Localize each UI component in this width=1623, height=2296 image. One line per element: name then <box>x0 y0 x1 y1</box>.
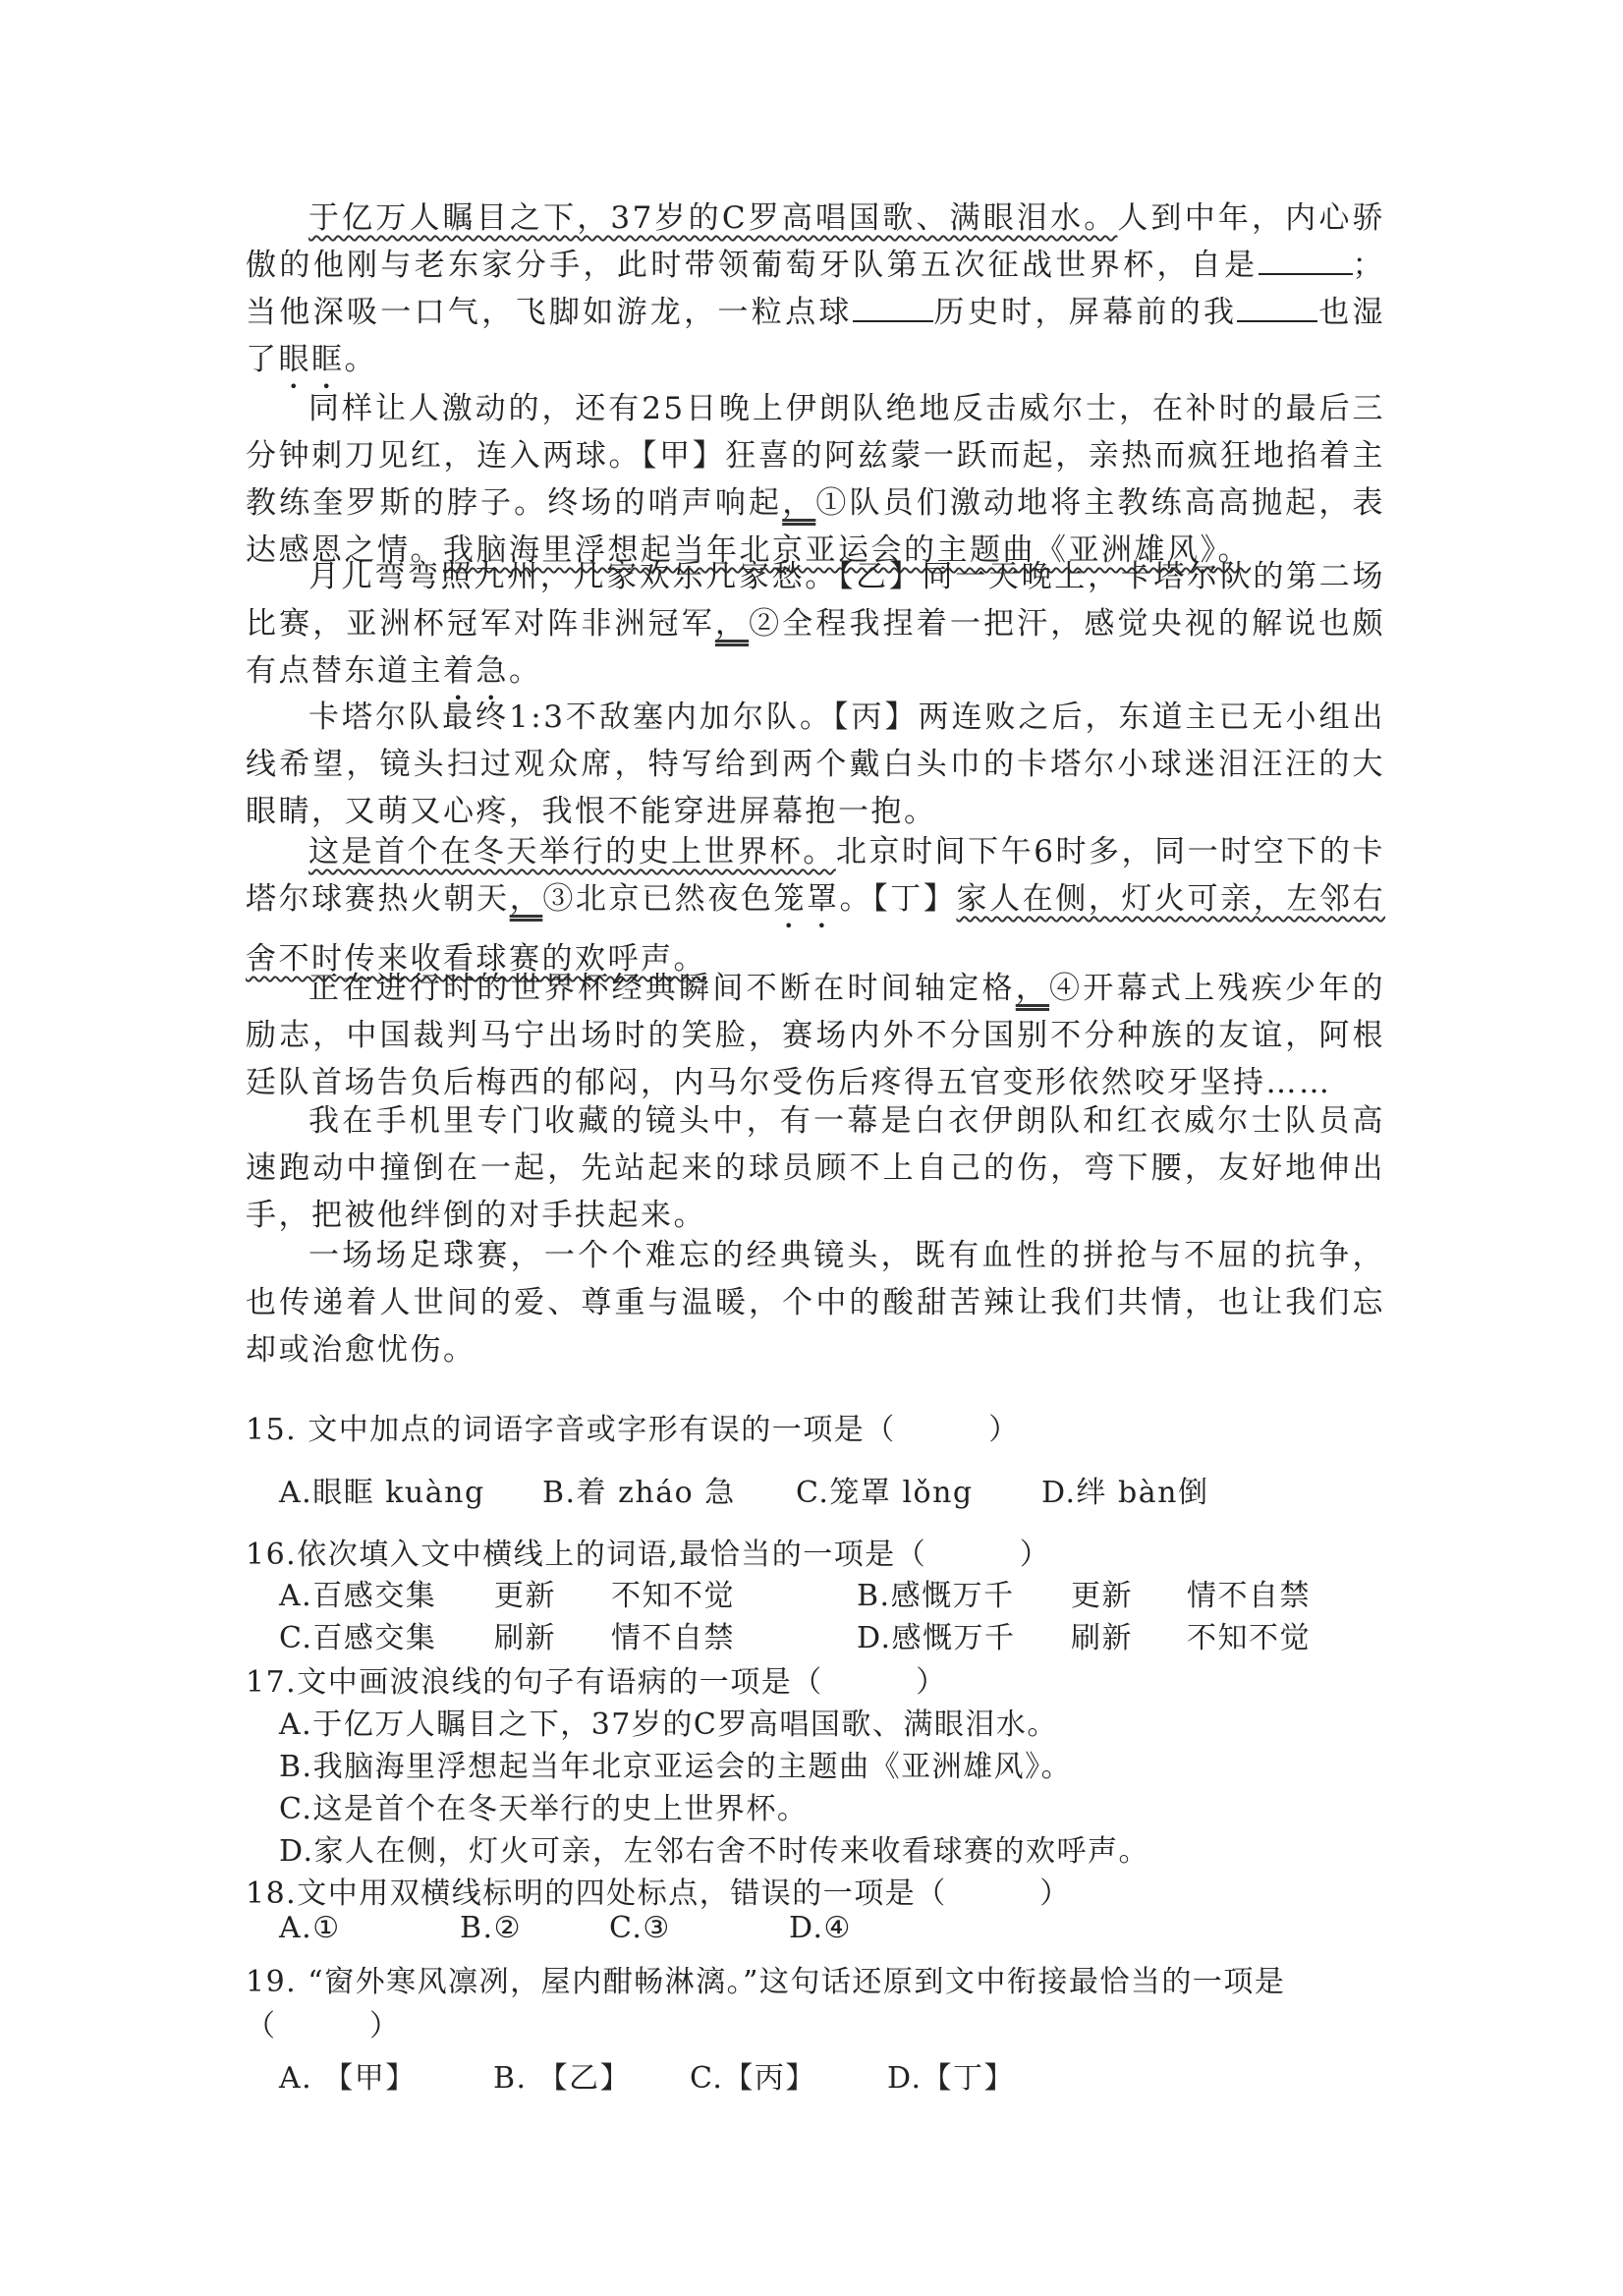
dotted-word-yankuang: 眼眶 <box>278 342 345 377</box>
paragraph-text: ③北京已然夜色 <box>542 881 774 917</box>
question-15-option-a: A.眼眶 kuàng <box>279 1476 485 1510</box>
question-19-answer-paren: （ ） <box>246 2009 401 2044</box>
question-18-option-a: A.① <box>279 1911 341 1945</box>
paragraph-text: 也湿了 <box>246 295 1386 377</box>
question-16-option-d-word3: 不知不觉 <box>1187 1621 1311 1655</box>
question-16-option-b-word2: 更新 <box>1071 1579 1133 1613</box>
question-15-option-b: B.着 zháo 急 <box>542 1476 736 1510</box>
question-16-option-d-word2: 刷新 <box>1071 1621 1133 1655</box>
question-16-option-b-word1: B.感慨万千 <box>857 1579 1015 1613</box>
question-18-stem: 18.文中用双横线标明的四处标点，错误的一项是（ ） <box>246 1876 1071 1911</box>
double-underlined-mark-1: ， <box>782 485 816 521</box>
wavy-sentence-b: 我脑海里浮想起当年北京亚运会的主题曲《亚洲雄风》。 <box>443 532 1251 568</box>
paragraph-text: 一场场足球赛，一个个难忘的经典镜头，既有血性的拼抢与不屈的抗争，也传递着人世间的爱、尊重与温暖，个中的酸甜苦辣让我们共情，也让我们忘却或治愈忧伤。 <box>246 1238 1385 1368</box>
article-paragraph-8 <box>246 1232 1385 1373</box>
question-19-option-b: B. 【乙】 <box>493 2061 632 2096</box>
question-19-stem: 19. “窗外寒风凛冽，屋内酣畅淋漓。”这句话还原到文中衔接最恰当的一项是 <box>246 1965 1286 1999</box>
question-19-option-c: C.【丙】 <box>690 2061 816 2096</box>
question-16-stem: 16.依次填入文中横线上的词语,最恰当的一项是（ ） <box>246 1538 1051 1572</box>
article-paragraph-5 <box>246 828 1385 982</box>
question-16-option-c-word1: C.百感交集 <box>279 1621 437 1655</box>
question-16-option-b-word3: 情不自禁 <box>1187 1579 1311 1613</box>
paragraph-text: 月儿弯弯照九州，几家欢乐几家愁。【乙】同一天晚上，卡塔尔队的第二场比赛，亚洲杯冠军对阵非洲冠军 <box>246 559 1385 642</box>
double-underlined-mark-4: ， <box>1015 971 1050 1006</box>
wavy-sentence-a: 于亿万人瞩目之下，37岁的C罗高唱国歌、满眼泪水。 <box>308 200 1118 236</box>
paragraph-text: ④开幕式上残疾少年的励志，中国裁判马宁出场时的笑脸，赛场内外不分国别不分种族的友谊，阿根廷队首场告负后梅西的郁闷，内马尔受伤后疼得五官变形依然咬牙坚持…… <box>246 971 1386 1100</box>
article-paragraph-3 <box>246 553 1385 707</box>
question-18-option-b: B.② <box>460 1911 522 1945</box>
question-16-option-c-word3: 情不自禁 <box>611 1621 735 1655</box>
article-paragraph-6 <box>246 965 1385 1106</box>
dotted-word-longzhao: 笼罩 <box>773 881 840 917</box>
paragraph-text: 人到中年，内心骄傲的他刚与老东家分手，此时带领葡萄牙队第五次征战世界杯，自是 <box>246 200 1385 283</box>
paragraph-text: 北京时间下午6时多，同一时空下的卡塔尔球赛热火朝天 <box>246 834 1385 917</box>
article-paragraph-4 <box>246 694 1385 835</box>
wavy-sentence-d: 家人在侧，灯火可亲，左邻右舍不时传来收看球赛的欢呼声。 <box>246 881 1386 977</box>
question-19-option-a: A. 【甲】 <box>279 2061 417 2096</box>
paragraph-text: 。 <box>344 342 377 377</box>
article-paragraph-1 <box>246 195 1385 396</box>
question-17-option-b: B.我脑海里浮想起当年北京亚运会的主题曲《亚洲雄风》。 <box>279 1750 1073 1784</box>
question-17-stem: 17.文中画波浪线的句子有语病的一项是（ ） <box>246 1665 947 1700</box>
question-18-option-c: C.③ <box>609 1911 671 1945</box>
paragraph-text: 的对手扶起来。 <box>476 1198 706 1233</box>
question-15-option-c: C.笼罩 lǒng <box>796 1476 974 1510</box>
paragraph-text: 卡塔尔队最终1:3不敌塞内加尔队。【丙】两连败之后，东道主已无小组出线希望，镜头扫过观众席，特写给到两个戴白头巾的卡塔尔小球迷泪汪汪的大眼睛，又萌又心疼，我恨不能穿进屏幕抱一抱。 <box>246 700 1385 829</box>
question-17-option-a: A.于亿万人瞩目之下，37岁的C罗高唱国歌、满眼泪水。 <box>279 1708 1058 1742</box>
paragraph-text: ②全程我捏着一把汗，感觉央视的解说也颇有点替东道主 <box>246 606 1386 689</box>
question-17-option-d: D.家人在侧，灯火可亲，左邻右舍不时传来收看球赛的欢呼声。 <box>279 1834 1150 1869</box>
paragraph-text: 。 <box>509 653 542 689</box>
fill-blank-1 <box>1259 272 1353 275</box>
question-16-option-a-word3: 不知不觉 <box>611 1579 735 1613</box>
article-paragraph-7 <box>246 1097 1385 1252</box>
double-underlined-mark-3: ， <box>509 881 543 917</box>
question-19-option-d: D.【丁】 <box>887 2061 1016 2096</box>
question-16-option-d-word1: D.感慨万千 <box>857 1621 1016 1655</box>
question-15-stem: 15. 文中加点的词语字音或字形有误的一项是（ ） <box>246 1413 1020 1447</box>
question-16-option-a-word1: A.百感交集 <box>279 1579 437 1613</box>
fill-blank-2 <box>853 319 933 322</box>
question-18-option-d: D.④ <box>789 1911 852 1945</box>
paragraph-text: ①队员们激动地将主教练高高抛起，表达感恩之情。 <box>246 485 1386 568</box>
article-paragraph-2 <box>246 385 1385 574</box>
question-16-option-c-word2: 刷新 <box>494 1621 556 1655</box>
question-15-option-d: D.绊 bàn倒 <box>1041 1476 1209 1510</box>
fill-blank-3 <box>1237 319 1317 322</box>
wavy-sentence-c: 这是首个在冬天举行的史上世界杯。 <box>308 834 836 869</box>
dotted-word-bandao: 绊倒 <box>410 1198 476 1233</box>
double-underlined-mark-2: ， <box>714 606 750 642</box>
paragraph-text: ；当他深吸一口气，飞脚如游龙，一粒点球 <box>246 248 1385 330</box>
dotted-word-zhaoji: 着急 <box>443 653 509 689</box>
paragraph-text: 正在进行时的世界杯经典瞬间不断在时间轴定格 <box>308 971 1016 1006</box>
paragraph-text: 我在手机里专门收藏的镜头中，有一幕是白衣伊朗队和红衣威尔士队员高速跑动中撞倒在一起，先站起来的球员顾不上自己的伤，弯下腰，友好地伸出手，把被他 <box>246 1103 1385 1233</box>
paragraph-text: 同样让人激动的，还有25日晚上伊朗队绝地反击威尔士，在补时的最后三分钟刺刀见红，连入两球。【甲】狂喜的阿兹蒙一跃而起，亲热而疯狂地掐着主教练奎罗斯的脖子。终场的哨声响起 <box>246 391 1385 521</box>
paragraph-text: 。【丁】 <box>839 881 957 917</box>
question-17-option-c: C.这是首个在冬天举行的史上世界杯。 <box>279 1792 809 1826</box>
paragraph-text: 历史时，屏幕前的我 <box>932 295 1238 330</box>
question-16-option-a-word2: 更新 <box>494 1579 556 1613</box>
